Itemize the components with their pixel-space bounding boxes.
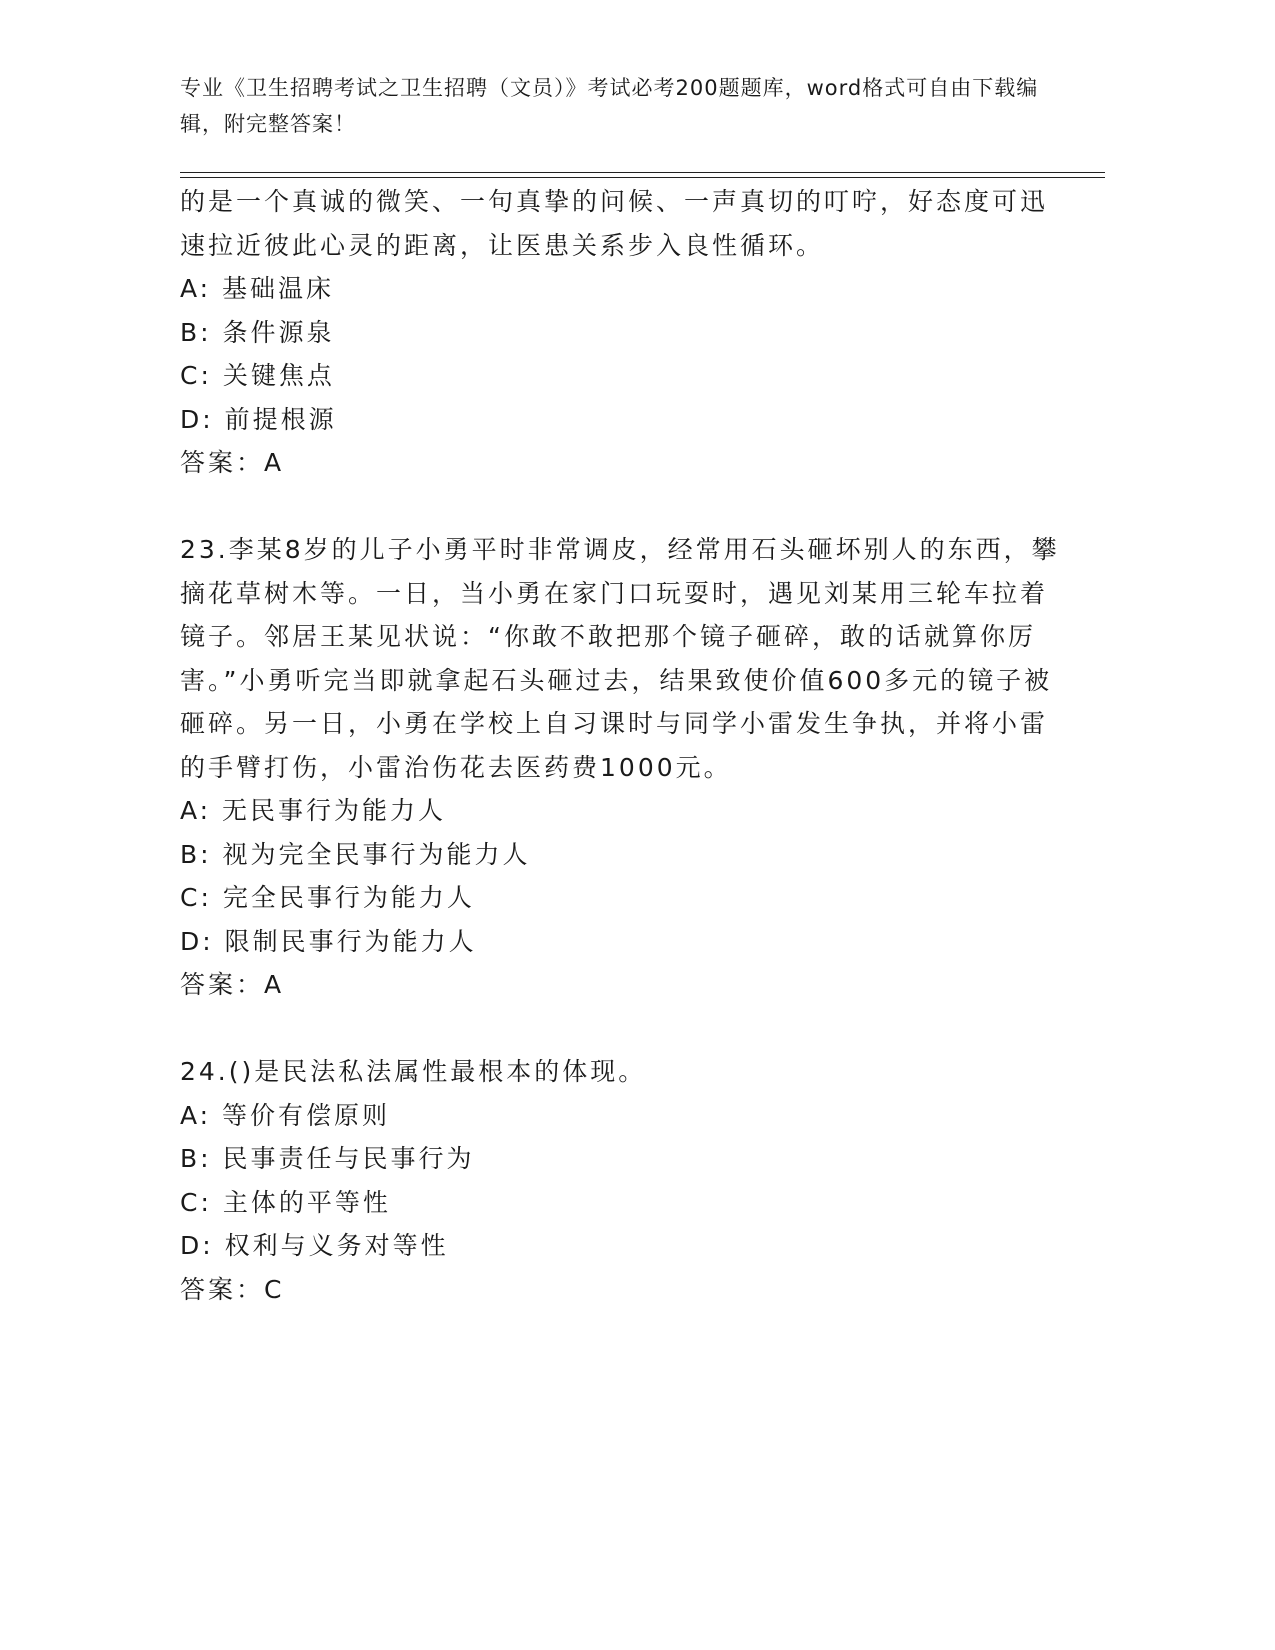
question-content bbox=[180, 180, 1060, 1311]
option-c: C: 主体的平等性 bbox=[180, 1187, 391, 1217]
option-d: D: 限制民事行为能力人 bbox=[180, 926, 477, 956]
question-text: 23.李某8岁的儿子小勇平时非常调皮，经常用石头砸坏别人的东西，攀摘花草树木等。一日，当小勇在家门口玩耍时，遇见刘某用三轮车拉着镜子。邻居王某见状说：“你敢不敢把那个镜子砸碎，敢的话就算你厉害。”小勇听完当即就拿起石头砸过去，结果致使价值600多元的镜子被砸碎。另一日，小勇在学校上自习课时与同学小雷发生争执，并将小雷的手臂打伤，小雷治伤花去医药费1000元。 bbox=[180, 535, 1060, 782]
question-block-24 bbox=[180, 1050, 1060, 1311]
spacer bbox=[180, 485, 1060, 529]
option-a: A: 无民事行为能力人 bbox=[180, 796, 447, 825]
answer-line: 答案：A bbox=[180, 970, 285, 999]
question-block-23 bbox=[180, 528, 1060, 1007]
option-a: A: 等价有偿原则 bbox=[180, 1100, 391, 1130]
question-text: 的是一个真诚的微笑、一句真挚的问候、一声真切的叮咛，好态度可迅速拉近彼此心灵的距离，让医患关系步入良性循环。 bbox=[180, 187, 1049, 260]
option-c: C: 关键焦点 bbox=[180, 361, 335, 390]
option-b: B: 条件源泉 bbox=[180, 317, 335, 347]
option-c: C: 完全民事行为能力人 bbox=[180, 883, 475, 912]
header-rule-top bbox=[180, 172, 1105, 173]
spacer bbox=[180, 1007, 1060, 1051]
option-b: B: 视为完全民事行为能力人 bbox=[180, 839, 531, 869]
option-d: D: 权利与义务对等性 bbox=[180, 1231, 449, 1260]
answer-line: 答案：A bbox=[180, 448, 285, 477]
header-rule-bottom bbox=[180, 177, 1105, 178]
page-header: 专业《卫生招聘考试之卫生招聘（文员）》考试必考200题题库，word格式可自由下载编辑，附完整答案！ bbox=[180, 76, 1039, 136]
option-a: A: 基础温床 bbox=[180, 274, 335, 303]
option-b: B: 民事责任与民事行为 bbox=[180, 1144, 475, 1173]
question-text: 24.()是民法私法属性最根本的体现。 bbox=[180, 1057, 647, 1086]
question-block-22 bbox=[180, 180, 1060, 485]
answer-line: 答案：C bbox=[180, 1274, 285, 1304]
option-d: D: 前提根源 bbox=[180, 404, 337, 434]
